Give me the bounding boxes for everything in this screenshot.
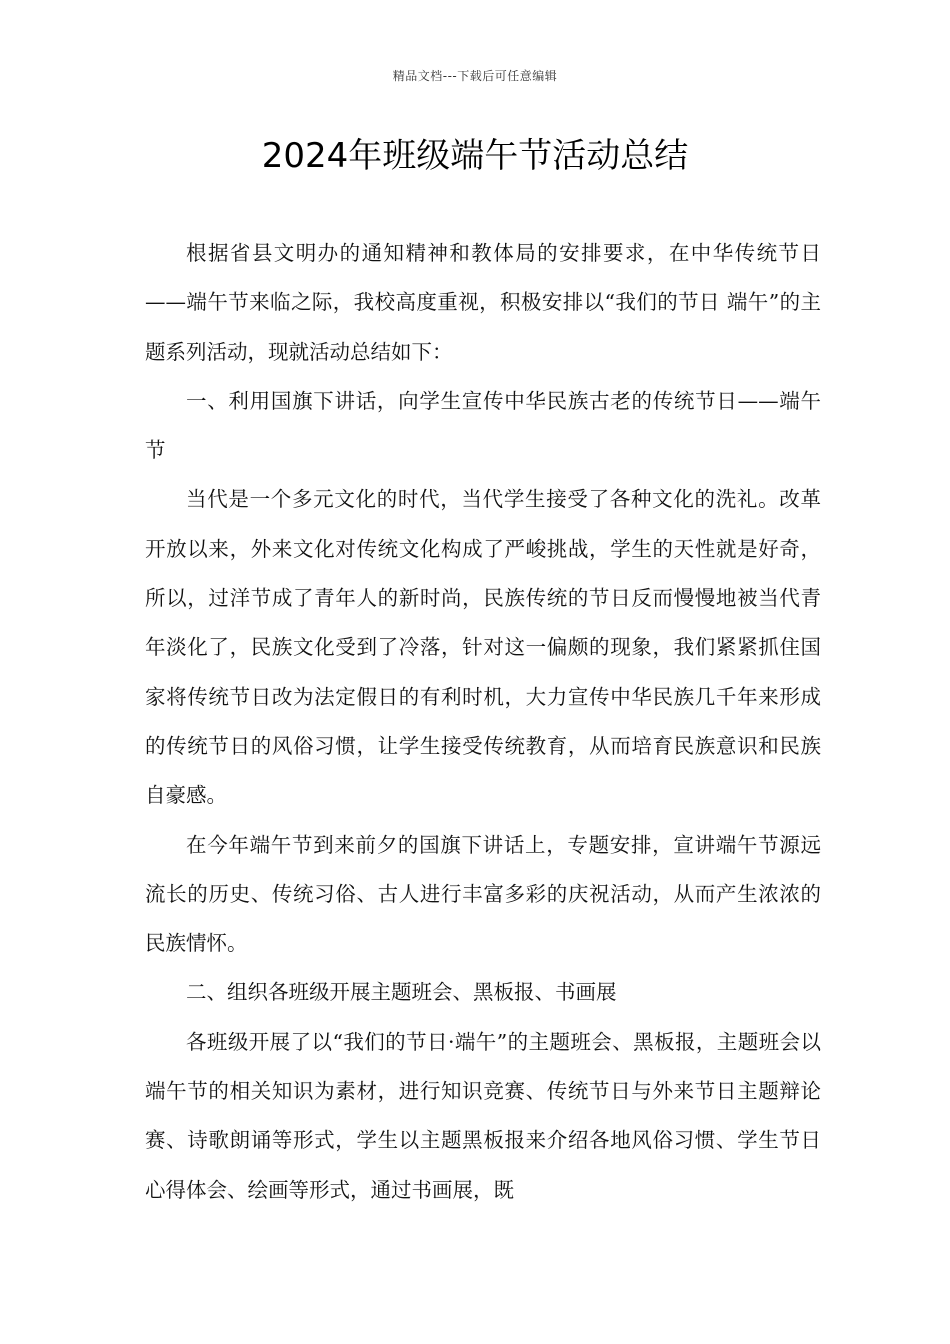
paragraph-section-1-a: 当代是一个多元文化的时代，当代学生接受了各种文化的洗礼。改革开放以来，外来文化对传统文化构成了严峻挑战，学生的天性就是好奇，所以，过洋节成了青年人的新时尚，民族传统的节日反而慢慢地被当代青年淡化了，民族文化受到了冷落，针对这一偏颇的现象，我们紧紧抓住国家将传统节日改为法定假日的有利时机，大力宣传中华民族几千年来形成的传统节日的风俗习惯，让学生接受传统教育，从而培育民族意识和民族自豪感。 (145, 487, 821, 808)
document-body (145, 229, 821, 1215)
paragraph-section-2-a: 各班级开展了以“我们的节日·端午”的主题班会、黑板报，主题班会以端午节的相关知识为素材，进行知识竞赛、传统节日与外来节日主题辩论赛、诗歌朗诵等形式，学生以主题黑板报来介绍各地风俗习惯、学生节日心得体会、绘画等形式，通过书画展，既 (145, 1029, 821, 1202)
section-heading-2: 二、组织各班级开展主题班会、黑板报、书画展 (186, 980, 617, 1005)
paragraph-intro: 根据省县文明办的通知精神和教体局的安排要求，在中华传统节日——端午节来临之际，我校高度重视，积极安排以“我们的节日 端午”的主题系列活动，现就活动总结如下： (145, 241, 821, 364)
document-title: 2024年班级端午节活动总结 (261, 136, 689, 176)
paragraph-section-1-b: 在今年端午节到来前夕的国旗下讲话上，专题安排，宣讲端午节源远流长的历史、传统习俗、古人进行丰富多彩的庆祝活动，从而产生浓浓的民族情怀。 (145, 832, 821, 956)
section-heading-1: 一、利用国旗下讲话，向学生宣传中华民族古老的传统节日——端午节 (145, 388, 821, 463)
page-header-note: 精品文档---下载后可任意编辑 (392, 69, 558, 83)
